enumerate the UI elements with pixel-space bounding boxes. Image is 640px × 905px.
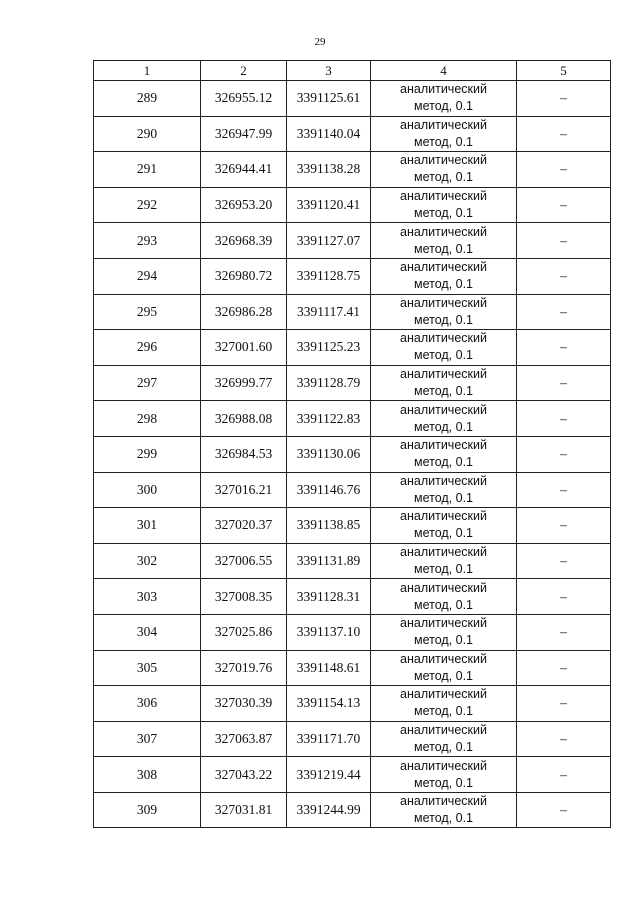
column5-cell: –: [517, 792, 611, 828]
x-coordinate-cell: 327031.81: [201, 792, 287, 828]
y-coordinate-cell: 3391140.04: [287, 116, 371, 152]
table-row: [94, 792, 611, 828]
x-coordinate-cell: 326988.08: [201, 401, 287, 437]
method-cell: [371, 686, 517, 722]
method-name: аналитический: [400, 402, 487, 417]
method-accuracy: метод, 0.1: [413, 597, 473, 612]
column5-cell: –: [517, 436, 611, 472]
y-coordinate-cell: 3391138.28: [287, 152, 371, 188]
column5-cell: –: [517, 757, 611, 793]
y-coordinate-cell: 3391125.61: [287, 81, 371, 117]
column5-cell: –: [517, 508, 611, 544]
table-row: [94, 81, 611, 117]
method-name: аналитический: [400, 687, 487, 702]
method-accuracy: метод, 0.1: [413, 419, 473, 434]
table-row: [94, 258, 611, 294]
method-name: аналитический: [400, 545, 487, 560]
y-coordinate-cell: 3391122.83: [287, 401, 371, 437]
table-row: [94, 223, 611, 259]
y-coordinate-cell: 3391127.07: [287, 223, 371, 259]
table-header: [94, 61, 611, 81]
method-accuracy: метод, 0.1: [413, 526, 473, 541]
point-number-cell: 295: [94, 294, 201, 330]
table-body: [94, 81, 611, 828]
point-number-cell: 292: [94, 187, 201, 223]
method-cell: [371, 258, 517, 294]
y-coordinate-cell: 3391148.61: [287, 650, 371, 686]
method-name: аналитический: [400, 295, 487, 310]
point-number-cell: 294: [94, 258, 201, 294]
method-cell: [371, 757, 517, 793]
method-cell: [371, 614, 517, 650]
column5-cell: –: [517, 365, 611, 401]
column5-cell: –: [517, 294, 611, 330]
x-coordinate-cell: 327008.35: [201, 579, 287, 615]
x-coordinate-cell: 326980.72: [201, 258, 287, 294]
method-cell: [371, 81, 517, 117]
table-row: [94, 436, 611, 472]
method-name: аналитический: [400, 153, 487, 168]
x-coordinate-cell: 327019.76: [201, 650, 287, 686]
column5-cell: –: [517, 81, 611, 117]
method-accuracy: метод, 0.1: [413, 775, 473, 790]
point-number-cell: 297: [94, 365, 201, 401]
column-header: 5: [517, 61, 611, 81]
method-accuracy: метод, 0.1: [413, 562, 473, 577]
column5-cell: –: [517, 152, 611, 188]
x-coordinate-cell: 326984.53: [201, 436, 287, 472]
column5-cell: –: [517, 116, 611, 152]
point-number-cell: 304: [94, 614, 201, 650]
table-row: [94, 365, 611, 401]
column-header: 2: [201, 61, 287, 81]
method-cell: [371, 579, 517, 615]
method-cell: [371, 223, 517, 259]
y-coordinate-cell: 3391128.31: [287, 579, 371, 615]
method-name: аналитический: [400, 189, 487, 204]
y-coordinate-cell: 3391154.13: [287, 686, 371, 722]
page-number: 29: [314, 36, 326, 48]
point-number-cell: 293: [94, 223, 201, 259]
table-row: [94, 721, 611, 757]
column5-cell: –: [517, 650, 611, 686]
method-cell: [371, 543, 517, 579]
column5-cell: –: [517, 187, 611, 223]
column-header: 3: [287, 61, 371, 81]
table-row: [94, 508, 611, 544]
x-coordinate-cell: 327016.21: [201, 472, 287, 508]
table-row: [94, 401, 611, 437]
y-coordinate-cell: 3391131.89: [287, 543, 371, 579]
method-cell: [371, 472, 517, 508]
method-name: аналитический: [400, 224, 487, 239]
method-accuracy: метод, 0.1: [413, 241, 473, 256]
method-cell: [371, 508, 517, 544]
table-row: [94, 152, 611, 188]
column5-cell: –: [517, 721, 611, 757]
table-row: [94, 757, 611, 793]
method-name: аналитический: [400, 331, 487, 346]
point-number-cell: 299: [94, 436, 201, 472]
table-row: [94, 579, 611, 615]
point-number-cell: 303: [94, 579, 201, 615]
x-coordinate-cell: 326955.12: [201, 81, 287, 117]
method-accuracy: метод, 0.1: [413, 134, 473, 149]
table-row: [94, 686, 611, 722]
method-cell: [371, 365, 517, 401]
table-row: [94, 330, 611, 366]
point-number-cell: 302: [94, 543, 201, 579]
x-coordinate-cell: 327006.55: [201, 543, 287, 579]
x-coordinate-cell: 327020.37: [201, 508, 287, 544]
method-cell: [371, 294, 517, 330]
method-name: аналитический: [400, 82, 487, 97]
point-number-cell: 296: [94, 330, 201, 366]
point-number-cell: 300: [94, 472, 201, 508]
y-coordinate-cell: 3391128.75: [287, 258, 371, 294]
method-accuracy: метод, 0.1: [413, 633, 473, 648]
point-number-cell: 308: [94, 757, 201, 793]
point-number-cell: 290: [94, 116, 201, 152]
method-name: аналитический: [400, 367, 487, 382]
column-header: 1: [94, 61, 201, 81]
y-coordinate-cell: 3391244.99: [287, 792, 371, 828]
y-coordinate-cell: 3391138.85: [287, 508, 371, 544]
method-accuracy: метод, 0.1: [413, 348, 473, 363]
x-coordinate-cell: 327043.22: [201, 757, 287, 793]
y-coordinate-cell: 3391130.06: [287, 436, 371, 472]
method-accuracy: метод, 0.1: [413, 170, 473, 185]
method-cell: [371, 187, 517, 223]
method-accuracy: метод, 0.1: [413, 455, 473, 470]
method-accuracy: метод, 0.1: [413, 99, 473, 114]
method-cell: [371, 116, 517, 152]
y-coordinate-cell: 3391117.41: [287, 294, 371, 330]
method-name: аналитический: [400, 580, 487, 595]
method-accuracy: метод, 0.1: [413, 739, 473, 754]
table-row: [94, 472, 611, 508]
y-coordinate-cell: 3391137.10: [287, 614, 371, 650]
table-row: [94, 650, 611, 686]
method-accuracy: метод, 0.1: [413, 490, 473, 505]
method-accuracy: метод, 0.1: [413, 277, 473, 292]
table-row: [94, 294, 611, 330]
y-coordinate-cell: 3391219.44: [287, 757, 371, 793]
column5-cell: –: [517, 258, 611, 294]
x-coordinate-cell: 326944.41: [201, 152, 287, 188]
table-row: [94, 187, 611, 223]
x-coordinate-cell: 327030.39: [201, 686, 287, 722]
header-row: [94, 61, 611, 81]
method-cell: [371, 721, 517, 757]
column5-cell: –: [517, 614, 611, 650]
method-accuracy: метод, 0.1: [413, 312, 473, 327]
table-row: [94, 116, 611, 152]
method-name: аналитический: [400, 651, 487, 666]
method-accuracy: метод, 0.1: [413, 668, 473, 683]
method-name: аналитический: [400, 758, 487, 773]
method-accuracy: метод, 0.1: [413, 206, 473, 221]
point-number-cell: 307: [94, 721, 201, 757]
column5-cell: –: [517, 686, 611, 722]
method-name: аналитический: [400, 509, 487, 524]
x-coordinate-cell: 326947.99: [201, 116, 287, 152]
x-coordinate-cell: 327063.87: [201, 721, 287, 757]
y-coordinate-cell: 3391128.79: [287, 365, 371, 401]
table-row: [94, 543, 611, 579]
method-accuracy: метод, 0.1: [413, 811, 473, 826]
column-header: 4: [371, 61, 517, 81]
point-number-cell: 301: [94, 508, 201, 544]
point-number-cell: 309: [94, 792, 201, 828]
column5-cell: –: [517, 543, 611, 579]
method-name: аналитический: [400, 616, 487, 631]
coordinates-table: [93, 60, 611, 828]
column5-cell: –: [517, 472, 611, 508]
point-number-cell: 291: [94, 152, 201, 188]
column5-cell: –: [517, 330, 611, 366]
point-number-cell: 289: [94, 81, 201, 117]
y-coordinate-cell: 3391120.41: [287, 187, 371, 223]
method-cell: [371, 436, 517, 472]
method-accuracy: метод, 0.1: [413, 704, 473, 719]
point-number-cell: 306: [94, 686, 201, 722]
table-row: [94, 614, 611, 650]
method-name: аналитический: [400, 794, 487, 809]
method-cell: [371, 330, 517, 366]
column5-cell: –: [517, 401, 611, 437]
method-name: аналитический: [400, 117, 487, 132]
method-name: аналитический: [400, 260, 487, 275]
point-number-cell: 305: [94, 650, 201, 686]
x-coordinate-cell: 326953.20: [201, 187, 287, 223]
method-cell: [371, 401, 517, 437]
method-cell: [371, 152, 517, 188]
column5-cell: –: [517, 223, 611, 259]
x-coordinate-cell: 326968.39: [201, 223, 287, 259]
method-cell: [371, 650, 517, 686]
x-coordinate-cell: 327025.86: [201, 614, 287, 650]
x-coordinate-cell: 326986.28: [201, 294, 287, 330]
y-coordinate-cell: 3391171.70: [287, 721, 371, 757]
method-accuracy: метод, 0.1: [413, 384, 473, 399]
x-coordinate-cell: 327001.60: [201, 330, 287, 366]
method-cell: [371, 792, 517, 828]
method-name: аналитический: [400, 473, 487, 488]
y-coordinate-cell: 3391146.76: [287, 472, 371, 508]
y-coordinate-cell: 3391125.23: [287, 330, 371, 366]
point-number-cell: 298: [94, 401, 201, 437]
x-coordinate-cell: 326999.77: [201, 365, 287, 401]
method-name: аналитический: [400, 722, 487, 737]
column5-cell: –: [517, 579, 611, 615]
method-name: аналитический: [400, 438, 487, 453]
